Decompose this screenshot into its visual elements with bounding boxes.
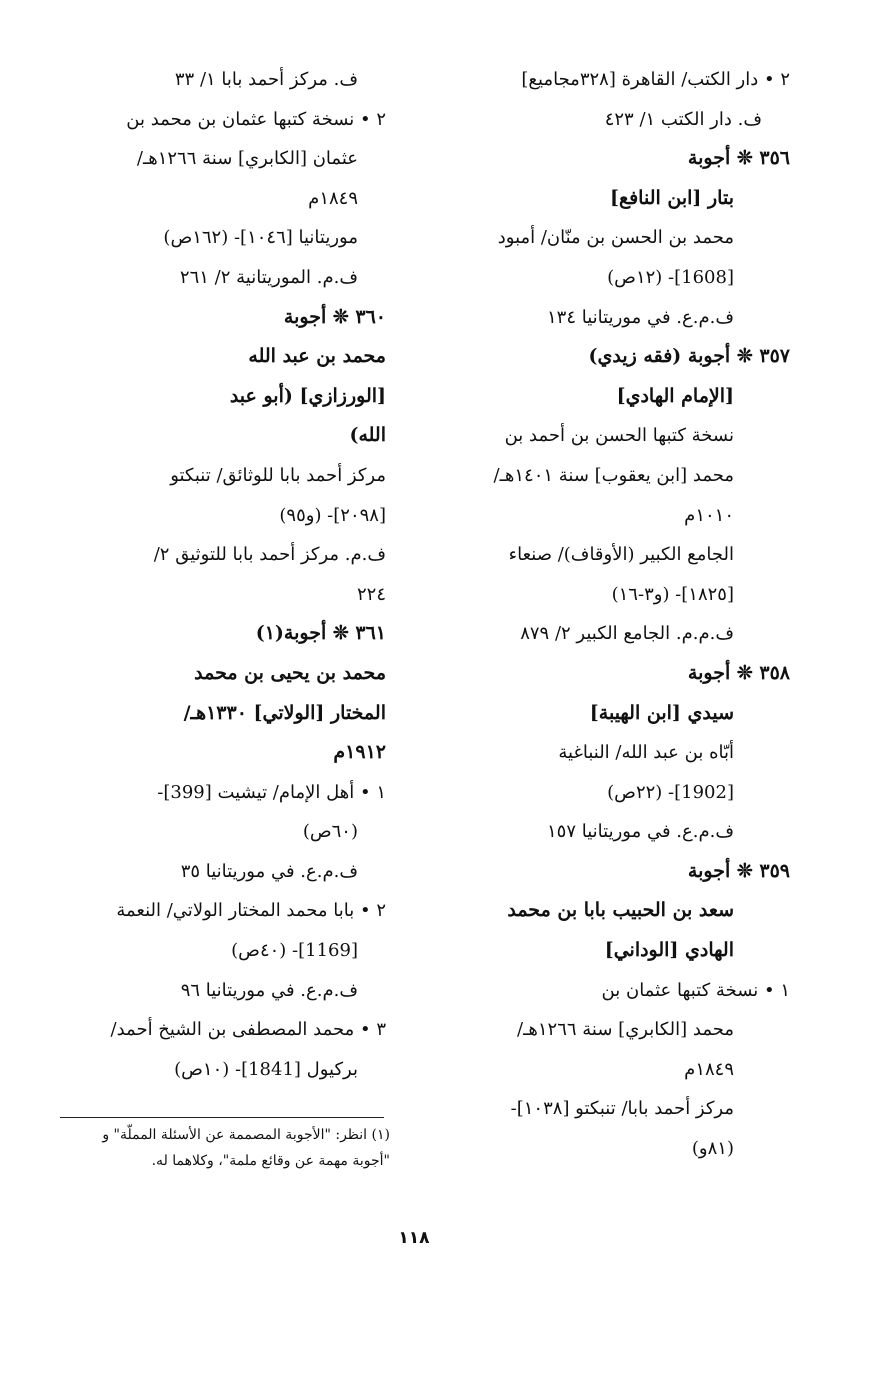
right-column-line: (٨١و) xyxy=(691,1138,734,1160)
left-column-line: ف. مركز أحمد بابا ١/ ٣٣ xyxy=(174,69,358,90)
left-column-line: (٦٠ص) xyxy=(302,821,358,843)
right-column-line: محمد بن الحسن بن منّان/ أمبود xyxy=(497,227,734,249)
page-number: ١١٨ xyxy=(398,1228,430,1248)
right-column-line: ٢ • دار الكتب/ القاهرة [٣٢٨مجاميع] xyxy=(521,69,790,90)
left-column-line: ١٨٤٩م xyxy=(308,187,358,209)
right-column-line: الهادي [الوداني] xyxy=(604,939,734,962)
right-column-line: ١ • نسخة كتبها عثمان بن xyxy=(601,979,790,1001)
right-column-line: مركز أحمد بابا/ تنبكتو [١٠٣٨]- xyxy=(510,1098,734,1120)
right-column-line: نسخة كتبها الحسن بن أحمد بن xyxy=(504,425,734,447)
right-column-line: محمد [الكابري] سنة ١٢٦٦هـ/ xyxy=(517,1019,734,1041)
right-column-line: ١٨٤٩م xyxy=(684,1058,734,1080)
left-column-line: ٢ • نسخة كتبها عثمان بن محمد بن xyxy=(126,108,386,130)
right-column-line: أبّاه بن عبد الله/ النباغية xyxy=(558,742,734,764)
right-column-line: ف.م.ع. في موريتانيا ١٣٤ xyxy=(547,306,734,328)
left-column-line: المختار [الولاتي] ١٣٣٠هـ/ xyxy=(183,701,386,724)
footnote xyxy=(40,1122,390,1174)
right-column-line: ٣٥٩ ❊ أجوبة xyxy=(687,859,790,882)
right-column-line: ٣٥٧ ❊ أجوبة (فقه زيدي) xyxy=(588,345,790,368)
left-column-line: ف.م. الموريتانية ٢/ ٢٦١ xyxy=(179,266,358,288)
right-column-line: بتار [ابن النافع] xyxy=(609,186,734,209)
right-column-line: ٣٥٦ ❊ أجوبة xyxy=(687,147,790,170)
right-column-line: ف.م.ع. في موريتانيا ١٥٧ xyxy=(547,821,734,843)
right-column-line: ١٠١٠م xyxy=(684,504,734,526)
right-column-line: محمد [ابن يعقوب] سنة ١٤٠١هـ/ xyxy=(493,464,734,486)
left-column-line: الله) xyxy=(349,424,386,447)
left-column-line: موريتانيا [١٠٤٦]- (١٦٢ص) xyxy=(163,227,358,249)
left-column-line: عثمان [الكابري] سنة ١٢٦٦هـ/ xyxy=(136,148,358,170)
left-column-line: محمد بن يحيى بن محمد xyxy=(194,661,386,684)
right-column-line: [الإمام الهادي] xyxy=(616,384,734,407)
left-column-line: ١٩١٢م xyxy=(333,741,386,764)
left-column-line: ٢٢٤ xyxy=(356,583,386,605)
right-column-line: ف.م.م. الجامع الكبير ٢/ ٨٧٩ xyxy=(520,623,734,645)
left-column-line: ٣٦٠ ❊ أجوبة xyxy=(283,305,386,328)
left-column-line: ٣ • محمد المصطفى بن الشيخ أحمد/ xyxy=(110,1019,386,1041)
right-column-line: [١٨٢٥]- (و٣-١٦) xyxy=(611,583,734,605)
footnote-divider xyxy=(60,1117,384,1118)
footnote-line-2: "أجوبة مهمة عن وقائع ملمة"، وكلاهما له. xyxy=(151,1153,390,1169)
left-column-line: ٣٦١ ❊ أجوبة(١) xyxy=(255,622,386,645)
left-column-line: مركز أحمد بابا للوثائق/ تنبكتو xyxy=(170,464,386,486)
left-column-line: ٢ • بابا محمد المختار الولاتي/ النعمة xyxy=(116,900,386,922)
left-column-line: [1169]- (٤٠ص) xyxy=(231,940,358,962)
left-column-line: [الورزازي] (أبو عبد xyxy=(229,384,386,407)
left-column xyxy=(66,60,386,1089)
left-column-line: ف.م.ع. في موريتانيا ٩٦ xyxy=(180,979,358,1001)
right-column-line: ٣٥٨ ❊ أجوبة xyxy=(687,661,790,684)
right-column-line: الجامع الكبير (الأوقاف)/ صنعاء xyxy=(508,544,734,566)
right-column-line: سيدي [ابن الهيبة] xyxy=(589,701,734,724)
left-column-line: ١ • أهل الإمام/ تيشيت [399]- xyxy=(157,781,386,803)
left-column-line: محمد بن عبد الله xyxy=(248,345,386,368)
footnote-line-1: (١) انظر: "الأجوبة المصممة عن الأسئلة المملّة" و xyxy=(102,1127,390,1143)
right-column-line: ف. دار الكتب ١/ ٤٢٣ xyxy=(604,108,762,130)
left-column-line: بركيول [1841]- (١٠ص) xyxy=(174,1058,358,1080)
right-column-line: [1608]- (١٢ص) xyxy=(607,266,734,288)
right-column-line: سعد بن الحبيب بابا بن محمد xyxy=(507,899,734,922)
left-column-line: ف.م. مركز أحمد بابا للتوثيق ٢/ xyxy=(153,544,386,566)
left-column-line: [٢٠٩٨]- (و٩٥) xyxy=(279,504,386,526)
right-column-line: [1902]- (٢٢ص) xyxy=(607,781,734,803)
right-column xyxy=(438,60,790,1169)
left-column-line: ف.م.ع. في موريتانيا ٣٥ xyxy=(180,860,358,882)
